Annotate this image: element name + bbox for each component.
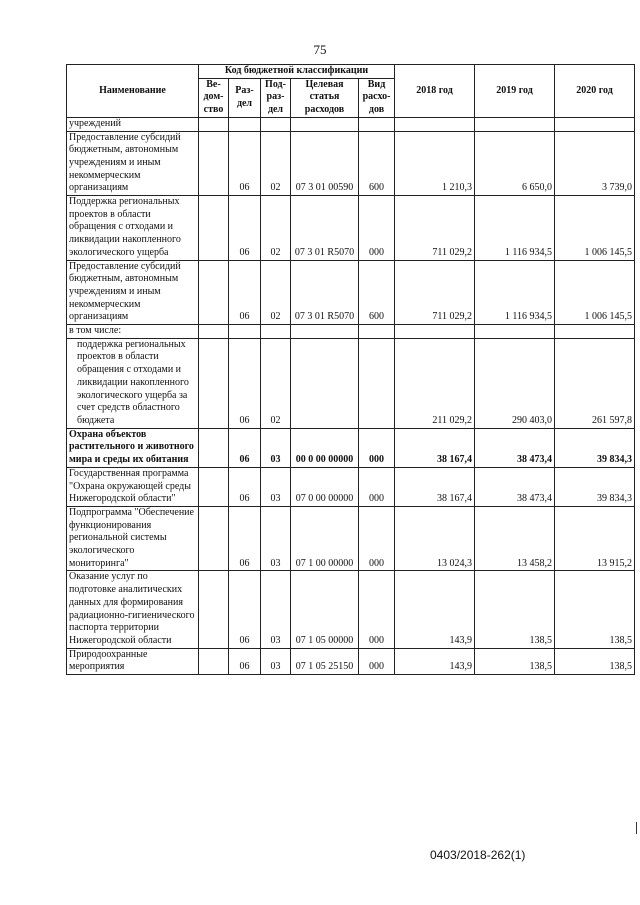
cell-name: Природоохранные мероприятия [67, 648, 199, 674]
cell-y2018: 211 029,2 [395, 338, 475, 428]
cell-y2018 [395, 117, 475, 131]
cell-name: в том числе: [67, 325, 199, 339]
cell-vedomstvo [199, 648, 229, 674]
cell-y2019 [475, 325, 555, 339]
document-number: 0403/2018-262(1) [430, 848, 526, 862]
cell-razdel: 06 [229, 338, 261, 428]
cell-podrazdel: 03 [261, 648, 291, 674]
cell-vedomstvo [199, 260, 229, 325]
cell-y2018: 711 029,2 [395, 260, 475, 325]
cell-podrazdel: 03 [261, 506, 291, 571]
cell-y2018: 13 024,3 [395, 506, 475, 571]
margin-mark [636, 822, 637, 834]
cell-celevaya: 07 3 01 R5070 [291, 260, 359, 325]
cell-razdel: 06 [229, 196, 261, 261]
cell-celevaya: 07 0 00 00000 [291, 467, 359, 506]
cell-y2020: 138,5 [555, 571, 635, 648]
cell-y2020: 138,5 [555, 648, 635, 674]
cell-name: Подпрограмма "Обеспечение функционирования региональной системы экологического мониторинга" [67, 506, 199, 571]
cell-name: Предоставление субсидий бюджетным, автономным учреждениям и иным некоммерческим организациям [67, 131, 199, 196]
cell-vid: 000 [359, 648, 395, 674]
table-row [67, 467, 635, 506]
table-row [67, 325, 635, 339]
cell-y2019 [475, 117, 555, 131]
table-row [67, 506, 635, 571]
cell-y2019: 13 458,2 [475, 506, 555, 571]
cell-vid: 000 [359, 428, 395, 467]
table-row [67, 428, 635, 467]
col-header-vid: Вид расхо- дов [359, 78, 395, 117]
cell-vid: 600 [359, 260, 395, 325]
cell-y2018: 143,9 [395, 571, 475, 648]
budget-table [66, 64, 635, 675]
cell-name: учреждений [67, 117, 199, 131]
table-row [67, 196, 635, 261]
table-row [67, 117, 635, 131]
cell-razdel [229, 117, 261, 131]
table-row [67, 571, 635, 648]
cell-vedomstvo [199, 428, 229, 467]
cell-name: Предоставление субсидий бюджетным, автономным учреждениям и иным некоммерческим организациям [67, 260, 199, 325]
cell-podrazdel: 03 [261, 428, 291, 467]
table-row [67, 648, 635, 674]
cell-razdel [229, 325, 261, 339]
table-row [67, 131, 635, 196]
cell-celevaya: 07 1 00 00000 [291, 506, 359, 571]
cell-y2020 [555, 117, 635, 131]
cell-vedomstvo [199, 325, 229, 339]
cell-celevaya: 07 3 01 00590 [291, 131, 359, 196]
cell-celevaya: 07 1 05 25150 [291, 648, 359, 674]
cell-celevaya [291, 325, 359, 339]
col-header-2018: 2018 год [395, 65, 475, 118]
cell-vedomstvo [199, 506, 229, 571]
cell-razdel: 06 [229, 648, 261, 674]
cell-y2020: 39 834,3 [555, 467, 635, 506]
page-number: 75 [313, 42, 327, 57]
cell-y2020: 39 834,3 [555, 428, 635, 467]
cell-y2018: 38 167,4 [395, 467, 475, 506]
cell-name: Государственная программа "Охрана окружающей среды Нижегородской области" [67, 467, 199, 506]
cell-vid: 000 [359, 571, 395, 648]
cell-vedomstvo [199, 196, 229, 261]
cell-name: Поддержка региональных проектов в области обращения с отходами и ликвидации накопленного экологического ущерба [67, 196, 199, 261]
col-header-razdel: Раз- дел [229, 78, 261, 117]
col-header-2019: 2019 год [475, 65, 555, 118]
cell-y2019: 138,5 [475, 571, 555, 648]
cell-name: поддержка региональных проектов в области обращения с отходами и ликвидации накопленного экологического ущерба за счет средств областного бюджета [67, 338, 199, 428]
cell-y2018: 38 167,4 [395, 428, 475, 467]
cell-y2019: 1 116 934,5 [475, 196, 555, 261]
cell-razdel: 06 [229, 571, 261, 648]
cell-vid [359, 325, 395, 339]
cell-y2018 [395, 325, 475, 339]
table-row [67, 338, 635, 428]
cell-y2020: 1 006 145,5 [555, 196, 635, 261]
cell-y2019: 38 473,4 [475, 428, 555, 467]
cell-vid [359, 338, 395, 428]
cell-vedomstvo [199, 571, 229, 648]
cell-vid: 000 [359, 467, 395, 506]
cell-y2019: 290 403,0 [475, 338, 555, 428]
cell-name: Оказание услуг по подготовке аналитических данных для формирования радиационно-гигиенического паспорта территории Нижегородской области [67, 571, 199, 648]
cell-y2020: 261 597,8 [555, 338, 635, 428]
cell-vid: 600 [359, 131, 395, 196]
header-row-1 [67, 65, 635, 79]
cell-razdel: 06 [229, 428, 261, 467]
cell-y2020: 1 006 145,5 [555, 260, 635, 325]
cell-celevaya: 07 1 05 00000 [291, 571, 359, 648]
cell-podrazdel: 02 [261, 196, 291, 261]
col-header-vedomstvo: Ве- дом- ство [199, 78, 229, 117]
cell-y2018: 711 029,2 [395, 196, 475, 261]
cell-y2020 [555, 325, 635, 339]
cell-y2019: 38 473,4 [475, 467, 555, 506]
cell-vedomstvo [199, 338, 229, 428]
cell-celevaya: 07 3 01 R5070 [291, 196, 359, 261]
col-header-name: Наименование [67, 65, 199, 118]
cell-y2019: 1 116 934,5 [475, 260, 555, 325]
cell-name: Охрана объектов растительного и животного мира и среды их обитания [67, 428, 199, 467]
cell-razdel: 06 [229, 131, 261, 196]
cell-podrazdel [261, 325, 291, 339]
cell-vedomstvo [199, 117, 229, 131]
table-row [67, 260, 635, 325]
cell-podrazdel: 02 [261, 260, 291, 325]
cell-vedomstvo [199, 131, 229, 196]
cell-podrazdel: 02 [261, 131, 291, 196]
cell-celevaya [291, 338, 359, 428]
cell-y2020: 13 915,2 [555, 506, 635, 571]
cell-vid: 000 [359, 506, 395, 571]
cell-razdel: 06 [229, 260, 261, 325]
cell-podrazdel: 03 [261, 467, 291, 506]
cell-y2018: 143,9 [395, 648, 475, 674]
cell-vid: 000 [359, 196, 395, 261]
cell-y2020: 3 739,0 [555, 131, 635, 196]
cell-razdel: 06 [229, 506, 261, 571]
cell-celevaya [291, 117, 359, 131]
col-header-podrazdel: Под- раз- дел [261, 78, 291, 117]
cell-y2019: 138,5 [475, 648, 555, 674]
cell-celevaya: 00 0 00 00000 [291, 428, 359, 467]
cell-podrazdel: 02 [261, 338, 291, 428]
cell-vedomstvo [199, 467, 229, 506]
cell-razdel: 06 [229, 467, 261, 506]
cell-y2019: 6 650,0 [475, 131, 555, 196]
cell-podrazdel: 03 [261, 571, 291, 648]
col-header-2020: 2020 год [555, 65, 635, 118]
cell-podrazdel [261, 117, 291, 131]
col-header-celevaya: Целевая статья расходов [291, 78, 359, 117]
cell-vid [359, 117, 395, 131]
col-header-code-group: Код бюджетной классификации [199, 65, 395, 79]
cell-y2018: 1 210,3 [395, 131, 475, 196]
